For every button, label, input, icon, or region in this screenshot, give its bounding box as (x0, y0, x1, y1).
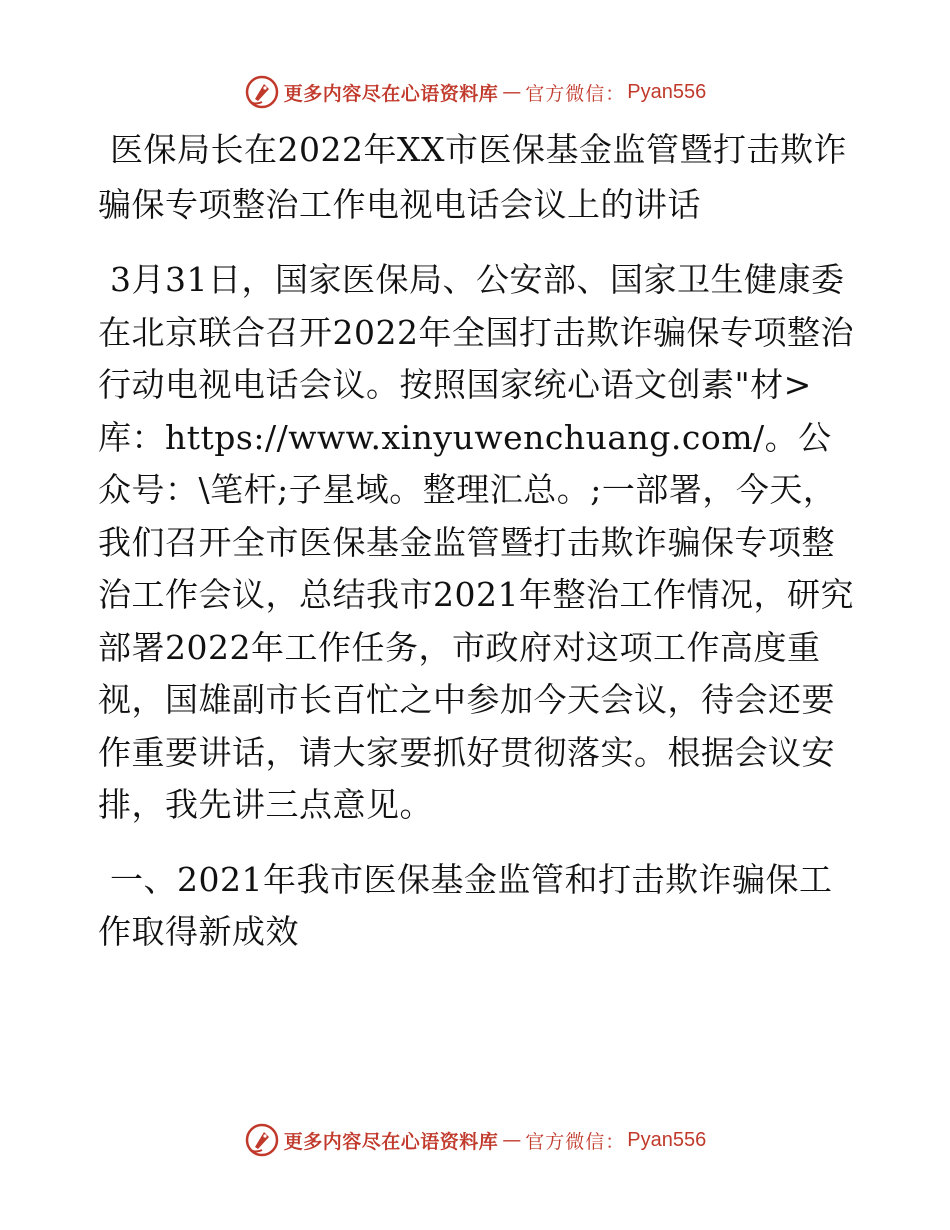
section-heading: 一、2021年我市医保基金监管和打击欺诈骗保工作取得新成效 (98, 859, 833, 951)
watermark-banner-top (0, 70, 950, 114)
document-page (98, 122, 858, 959)
pen-nib-logo-icon (244, 1122, 280, 1158)
watermark-banner-bottom (0, 1118, 950, 1162)
watermark-promo-text: 更多内容尽在心语资料库 (283, 1130, 499, 1153)
document-title: 医保局长在2022年XX市医保基金监管暨打击欺诈骗保专项整治工作电视电话会议上的讲话 (98, 130, 847, 224)
pen-nib-logo-icon (244, 74, 280, 110)
watermark-promo-text: 更多内容尽在心语资料库 (283, 82, 499, 105)
watermark-separator: — (502, 81, 522, 103)
watermark-wechat-label: 官方微信： (525, 1130, 626, 1153)
watermark-separator: — (502, 1129, 522, 1151)
watermark-wechat-id: Pyan556 (627, 1128, 707, 1151)
watermark-wechat-label: 官方微信： (525, 82, 626, 105)
body-paragraph: 3月31日，国家医保局、公安部、国家卫生健康委在北京联合召开2022年全国打击欺诈骗保专项整治行动电视电话会议。按照国家统心语文创素"材>库：https://www.xinyuwenchuang.com/。公众号：\笔杆;子星域。整理汇总。;一部署，今天，我们召开全市医保基金监管暨打击欺诈骗保专项整治工作会议，总结我市2021年整治工作情况，研究部署2022年工作任务，市政府对这项工作高度重视，国雄副市长百忙之中参加今天会议，待会还要作重要讲话，请大家要抓好贯彻落实。根据会议安排，我先讲三点意见。 (98, 260, 854, 824)
watermark-wechat-id: Pyan556 (627, 80, 707, 103)
